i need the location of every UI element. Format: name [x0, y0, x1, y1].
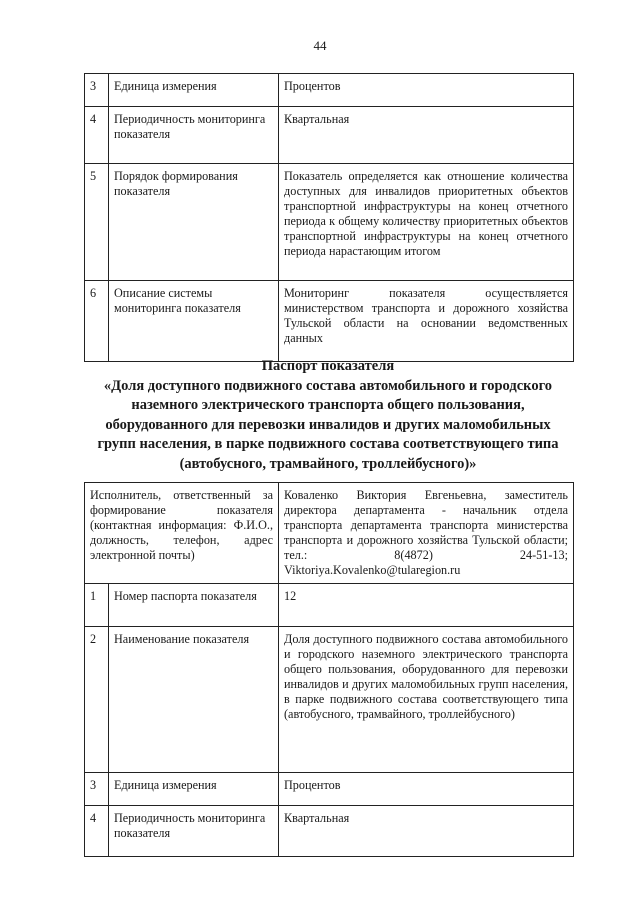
row-value: Квартальная — [279, 107, 574, 164]
table-row — [85, 74, 574, 107]
indicator-table-continued — [84, 73, 574, 362]
indicator-title-line: наземного электрического транспорта общего пользования, — [131, 397, 525, 413]
contact-label: Исполнитель, ответственный за формирование показателя (контактная информация: Ф.И.О., должность, телефон, адрес электронной почты) — [85, 483, 279, 584]
indicator-title-line: (автобусного, трамвайного, троллейбусного)» — [179, 455, 477, 472]
row-number: 1 — [85, 584, 109, 627]
row-label: Порядок формирования показателя — [109, 164, 279, 281]
table-row-contact — [85, 483, 574, 584]
row-value: Показатель определяется как отношение количества доступных для инвалидов приоритетных объектов транспортной инфраструктуры на конец отчетного периода к общему количеству приоритетных объектов транспортной инфраструктуры на конец отчетного периода нарастающим итогом — [279, 164, 574, 281]
row-value: Доля доступного подвижного состава автомобильного и городского наземного электрического транспорта общего пользования, оборудованного для перевозки инвалидов и других маломобильных групп населения, в парке подвижного состава соответствующего типа (автобусного, трамвайного, троллейбусного) — [279, 627, 574, 773]
row-number: 3 — [85, 74, 109, 107]
row-value: Квартальная — [279, 806, 574, 857]
table-row — [85, 806, 574, 857]
contact-value: Коваленко Виктория Евгеньевна, заместитель директора департамента - начальник отдела транспорта департамента транспорта министерства транспорта и дорожного хозяйства Тульской области; тел.: 8(4872) 24-51-13; Viktoriya.Kovalenko@tularegion.ru — [279, 483, 574, 584]
row-number: 6 — [85, 281, 109, 362]
passport-title: Паспорт показателя — [261, 358, 395, 374]
row-label: Наименование показателя — [109, 627, 279, 773]
table-row — [85, 627, 574, 773]
row-number: 4 — [85, 107, 109, 164]
row-value: 12 — [279, 584, 574, 627]
indicator-title-line: групп населения, в парке подвижного состава соответствующего типа — [97, 436, 559, 452]
row-label: Номер паспорта показателя — [109, 584, 279, 627]
passport-table — [84, 482, 574, 857]
passport-heading — [70, 357, 586, 474]
table-row — [85, 281, 574, 362]
row-label: Единица измерения — [109, 773, 279, 806]
row-number: 2 — [85, 627, 109, 773]
row-label: Описание системы мониторинга показателя — [109, 281, 279, 362]
table-row — [85, 164, 574, 281]
row-value: Процентов — [279, 74, 574, 107]
row-number: 4 — [85, 806, 109, 857]
indicator-title-line: «Доля доступного подвижного состава автомобильного и городского — [103, 377, 553, 394]
page-number: 44 — [313, 38, 327, 53]
table-row — [85, 773, 574, 806]
row-label: Периодичность мониторинга показателя — [109, 107, 279, 164]
row-value: Мониторинг показателя осуществляется министерством транспорта и дорожного хозяйства Тульской области на основании ведомственных данных — [279, 281, 574, 362]
row-label: Единица измерения — [109, 74, 279, 107]
indicator-title-line: оборудованного для перевозки инвалидов и других маломобильных — [105, 416, 551, 433]
row-number: 5 — [85, 164, 109, 281]
row-number: 3 — [85, 773, 109, 806]
table-row — [85, 107, 574, 164]
row-label: Периодичность мониторинга показателя — [109, 806, 279, 857]
table-row — [85, 584, 574, 627]
row-value: Процентов — [279, 773, 574, 806]
